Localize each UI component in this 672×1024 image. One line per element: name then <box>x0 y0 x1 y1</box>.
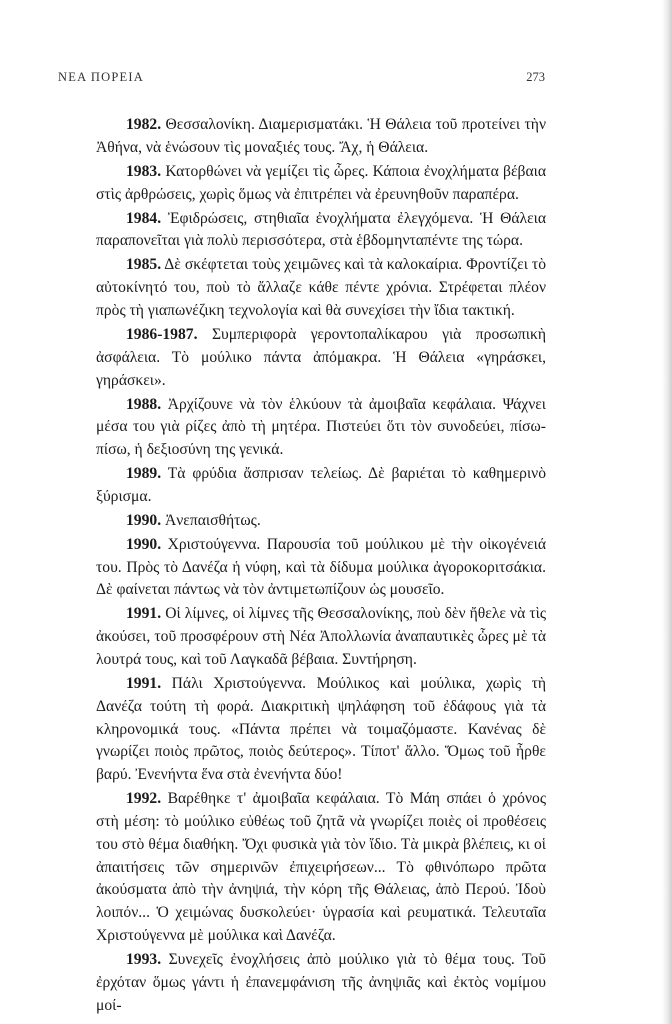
entry-year: 1990. <box>126 535 162 553</box>
chronology-entry <box>96 788 546 948</box>
entry-text: Τὰ φρύδια ἄσπρισαν τελείως. Δὲ βαριέται τὸ καθημερινὸ ξύρισμα. <box>96 465 546 505</box>
chronology-entry <box>96 394 546 462</box>
chronology-entry <box>96 463 546 509</box>
chronology-entry <box>96 324 546 392</box>
entry-year: 1990. <box>126 511 162 529</box>
entry-text: Πάλι Χριστούγεννα. Μούλικος καὶ μούλικα, χωρὶς τὴ Δανέζα τούτη τὴ φορά. Διακριτικὴ ψηλάφηση τοῦ ἐδάφους γιὰ τὰ κληρονομικά τους. «Πάντα πρέπει νὰ τοιμαζόμαστε. Κανένας δὲ γνωρίζει ποιὸς πρῶτος, ποιὸς δεύτερος». Τίποτ' ἄλλο. Ὅμως τοῦ ἦρθε βαρύ. Ἐνενήντα ἕνα στὰ ἐνενήντα δύο! <box>96 675 546 784</box>
entry-text: Συμπεριφορὰ γεροντοπαλίκαρου γιὰ προσωπικὴ ἀσφάλεια. Τὸ μούλικο πάντα ἀπόμακρα. Ἡ Θάλεια «γηράσκει, γηράσκει». <box>96 325 546 389</box>
entry-year: 1984. <box>126 209 162 227</box>
page-number: 273 <box>526 70 545 84</box>
entry-text: Θεσσαλονίκη. Διαμερισματάκι. Ἡ Θάλεια τοῦ προτείνει τὴν Ἀθήνα, νὰ ἑνώσουν τὶς μοναξιές τους. Ἄχ, ἡ Θάλεια. <box>96 116 546 156</box>
entry-year: 1982. <box>126 116 162 133</box>
entry-year: 1988. <box>126 395 162 413</box>
chronology-entry <box>96 114 546 160</box>
page-spine-shadow <box>662 0 672 1024</box>
entry-text: Συνεχεῖς ἐνοχλήσεις ἀπὸ μούλικο γιὰ τὸ θέμα τους. Τοῦ ἐρχόταν ὅμως γάντι ἡ ἐπανεμφάνιση τῆς ἀνηψιᾶς καὶ ἐκτὸς νομίμου μοί- <box>96 950 546 1014</box>
entry-year: 1986-1987. <box>126 325 198 343</box>
entry-year: 1991. <box>126 675 162 692</box>
entry-text: Δὲ σκέφτεται τοὺς χειμῶνες καὶ τὰ καλοκαίρια. Φροντίζει τὸ αὐτοκίνητό του, ποὺ τὸ ἄλλαζε κάθε πέντε χρόνια. Στρέφεται πλέον πρὸς τὴ γιαπωνέζικη τεχνολογία καὶ θὰ συνεχίσει τὴν ἴδια τακτική. <box>96 256 546 319</box>
running-head: ΝΕΑ ΠΟΡΕΙΑ <box>58 70 144 84</box>
page-header <box>58 70 545 90</box>
chronology-entry <box>96 161 546 207</box>
entry-year: 1993. <box>126 950 162 968</box>
entry-year: 1991. <box>126 605 162 623</box>
chronology-entry <box>96 603 546 671</box>
entry-year: 1985. <box>126 256 162 274</box>
entry-text: Χριστούγεννα. Παρουσία τοῦ μούλικου μὲ τὴν οἰκογένειά του. Πρὸς τὸ Δανέζα ἡ νύφη, καὶ τὰ δίδυμα μούλικα ἀγοροκοριτσάκια. Δὲ φαίνεται πάντως νὰ τὸν ἀντιμετωπίζουν ὡς μουσεῖο. <box>96 535 546 599</box>
entry-text: Κατορθώνει νὰ γεμίζει τὶς ὧρες. Κάποια ἐνοχλήματα βέβαια στὶς ἀρθρώσεις, χωρὶς ὅμως νὰ ἐπιτρέπει νὰ ἐρευνηθοῦν παραπέρα. <box>96 162 547 203</box>
chronology-entry <box>96 949 546 1017</box>
entry-year: 1992. <box>126 790 162 808</box>
chronology-text <box>96 114 546 1019</box>
entry-text: Ἀνεπαισθήτως. <box>165 511 261 529</box>
chronology-entry <box>96 534 546 602</box>
chronology-entry <box>96 673 546 787</box>
entry-text: Ἐφιδρώσεις, στηθιαῖα ἐνοχλήματα ἐλεγχόμενα. Ἡ Θάλεια παραπονεῖται γιὰ πολὺ περισσότερα, στὰ ἑβδομηνταπέντε της τώρα. <box>96 209 546 250</box>
chronology-entry <box>96 208 546 254</box>
entry-year: 1989. <box>126 465 162 483</box>
entry-text: Ἀρχίζουνε νὰ τὸν ἑλκύουν τὰ ἀμοιβαῖα κεφάλαια. Ψάχνει μέσα του γιὰ ρίζες ἀπὸ τὴ μητέρα. Πιστεύει ὅτι τὸν συνοδεύει, πίσω-πίσω, ἡ δεξιοσύνη της γενικά. <box>96 395 546 459</box>
entry-text: Οἱ λίμνες, οἱ λίμνες τῆς Θεσσαλονίκης, ποὺ δὲν ἤθελε νὰ τὶς ἀκούσει, τοῦ προσφέρουν στὴ Νέα Ἀπολλωνία ἀναπαυτικὲς ὧρες μὲ τὰ λουτρά τους, καὶ τοῦ Λαγκαδᾶ βέβαια. Συντήρηση. <box>96 605 547 669</box>
chronology-entry <box>96 510 546 533</box>
chronology-entry <box>96 254 546 322</box>
entry-year: 1983. <box>126 162 162 180</box>
entry-text: Βαρέθηκε τ' ἀμοιβαῖα κεφάλαια. Τὸ Μάη σπάει ὁ χρόνος στὴ μέση: τὸ μούλικο εὐθέως τοῦ ζητᾶ νὰ γνωρίζει ποιὲς οἱ προθέσεις του στὸ θέμα διαθήκη. Ὄχι φυσικὰ γιὰ τὸν ἴδιο. Τὰ μικρὰ βλέπεις, κι οἱ ἀπαιτήσεις τῶν σημερινῶν ἐπιχειρήσεων... Τὸ φθινόπωρο πρῶτα ἀκούσματα ἀπὸ τὴν ἀνηψιά, τὴν κόρη τῆς Θάλειας, ἀπὸ Περού. Ἰδοὺ λοιπόν... Ὁ χειμώνας δυσκολεύει· ὑγρασία καὶ ρευματικά. Τελευταῖα Χριστούγεννα μὲ μούλικα καὶ Δανέζα. <box>96 790 546 944</box>
